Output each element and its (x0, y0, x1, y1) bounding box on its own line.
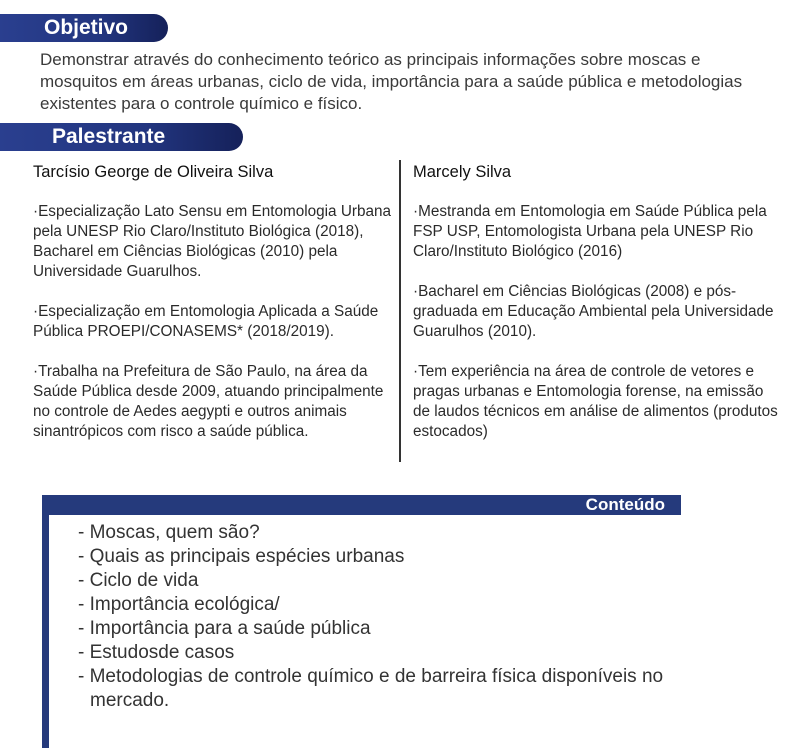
conteudo-heading: Conteúdo (585, 495, 665, 514)
objetivo-text: Demonstrar através do conhecimento teórico as principais informações sobre moscas e mosquitos em áreas urbanas, ciclo de vida, importância para a saúde pública e metodologias existentes para o controle químico e físico. (40, 50, 743, 113)
speaker-bio-item: ·Tem experiência na área de controle de vetores e pragas urbanas e Entomologia forense, na emissão de laudos técnicos em análise de alimentos (produtos estocados) (413, 363, 778, 440)
palestrante-heading: Palestrante (0, 123, 243, 151)
conteudo-list (78, 521, 718, 713)
list-item: - Ciclo de vida (78, 570, 199, 591)
speaker-bio-item: ·Bacharel em Ciências Biológicas (2008) e pós-graduada em Educação Ambiental pela Universidade Guarulhos (2010). (413, 283, 774, 340)
list-item: - Metodologias de controle químico e de barreira física disponíveis no mercado. (78, 666, 664, 711)
list-item: - Importância ecológica/ (78, 594, 280, 615)
speaker-name: Tarcísio George de Oliveira Silva (33, 163, 274, 181)
conteudo-header-bar (42, 495, 681, 515)
speaker-bio-item: ·Especialização em Entomologia Aplicada a Saúde Pública PROEPI/CONASEMS* (2018/2019). (33, 303, 379, 340)
column-divider (399, 160, 401, 462)
speaker-bio-item: ·Trabalha na Prefeitura de São Paulo, na área da Saúde Pública desde 2009, atuando principalmente no controle de Aedes aegypti e outros animais sinantrópicos com risco a saúde pública. (33, 363, 384, 440)
speaker-left (33, 162, 395, 462)
speaker-bio-item: ·Especialização Lato Sensu em Entomologia Urbana pela UNESP Rio Claro/Instituto Biológica (2018), Bacharel em Ciências Biológicas (2010) pela Universidade Guarulhos. (33, 203, 391, 280)
conteudo-side-border (42, 495, 49, 748)
list-item: - Moscas, quem são? (78, 522, 260, 543)
speaker-name: Marcely Silva (413, 163, 512, 181)
list-item: - Quais as principais espécies urbanas (78, 546, 405, 567)
speaker-right (413, 162, 783, 462)
speaker-bio-item: ·Mestranda em Entomologia em Saúde Pública pela FSP USP, Entomologista Urbana pela UNESP Rio Claro/Instituto Biológico (2016) (413, 203, 767, 260)
list-item: - Importância para a saúde pública (78, 618, 371, 639)
objetivo-heading: Objetivo (0, 14, 168, 42)
list-item: - Estudosde casos (78, 642, 235, 663)
